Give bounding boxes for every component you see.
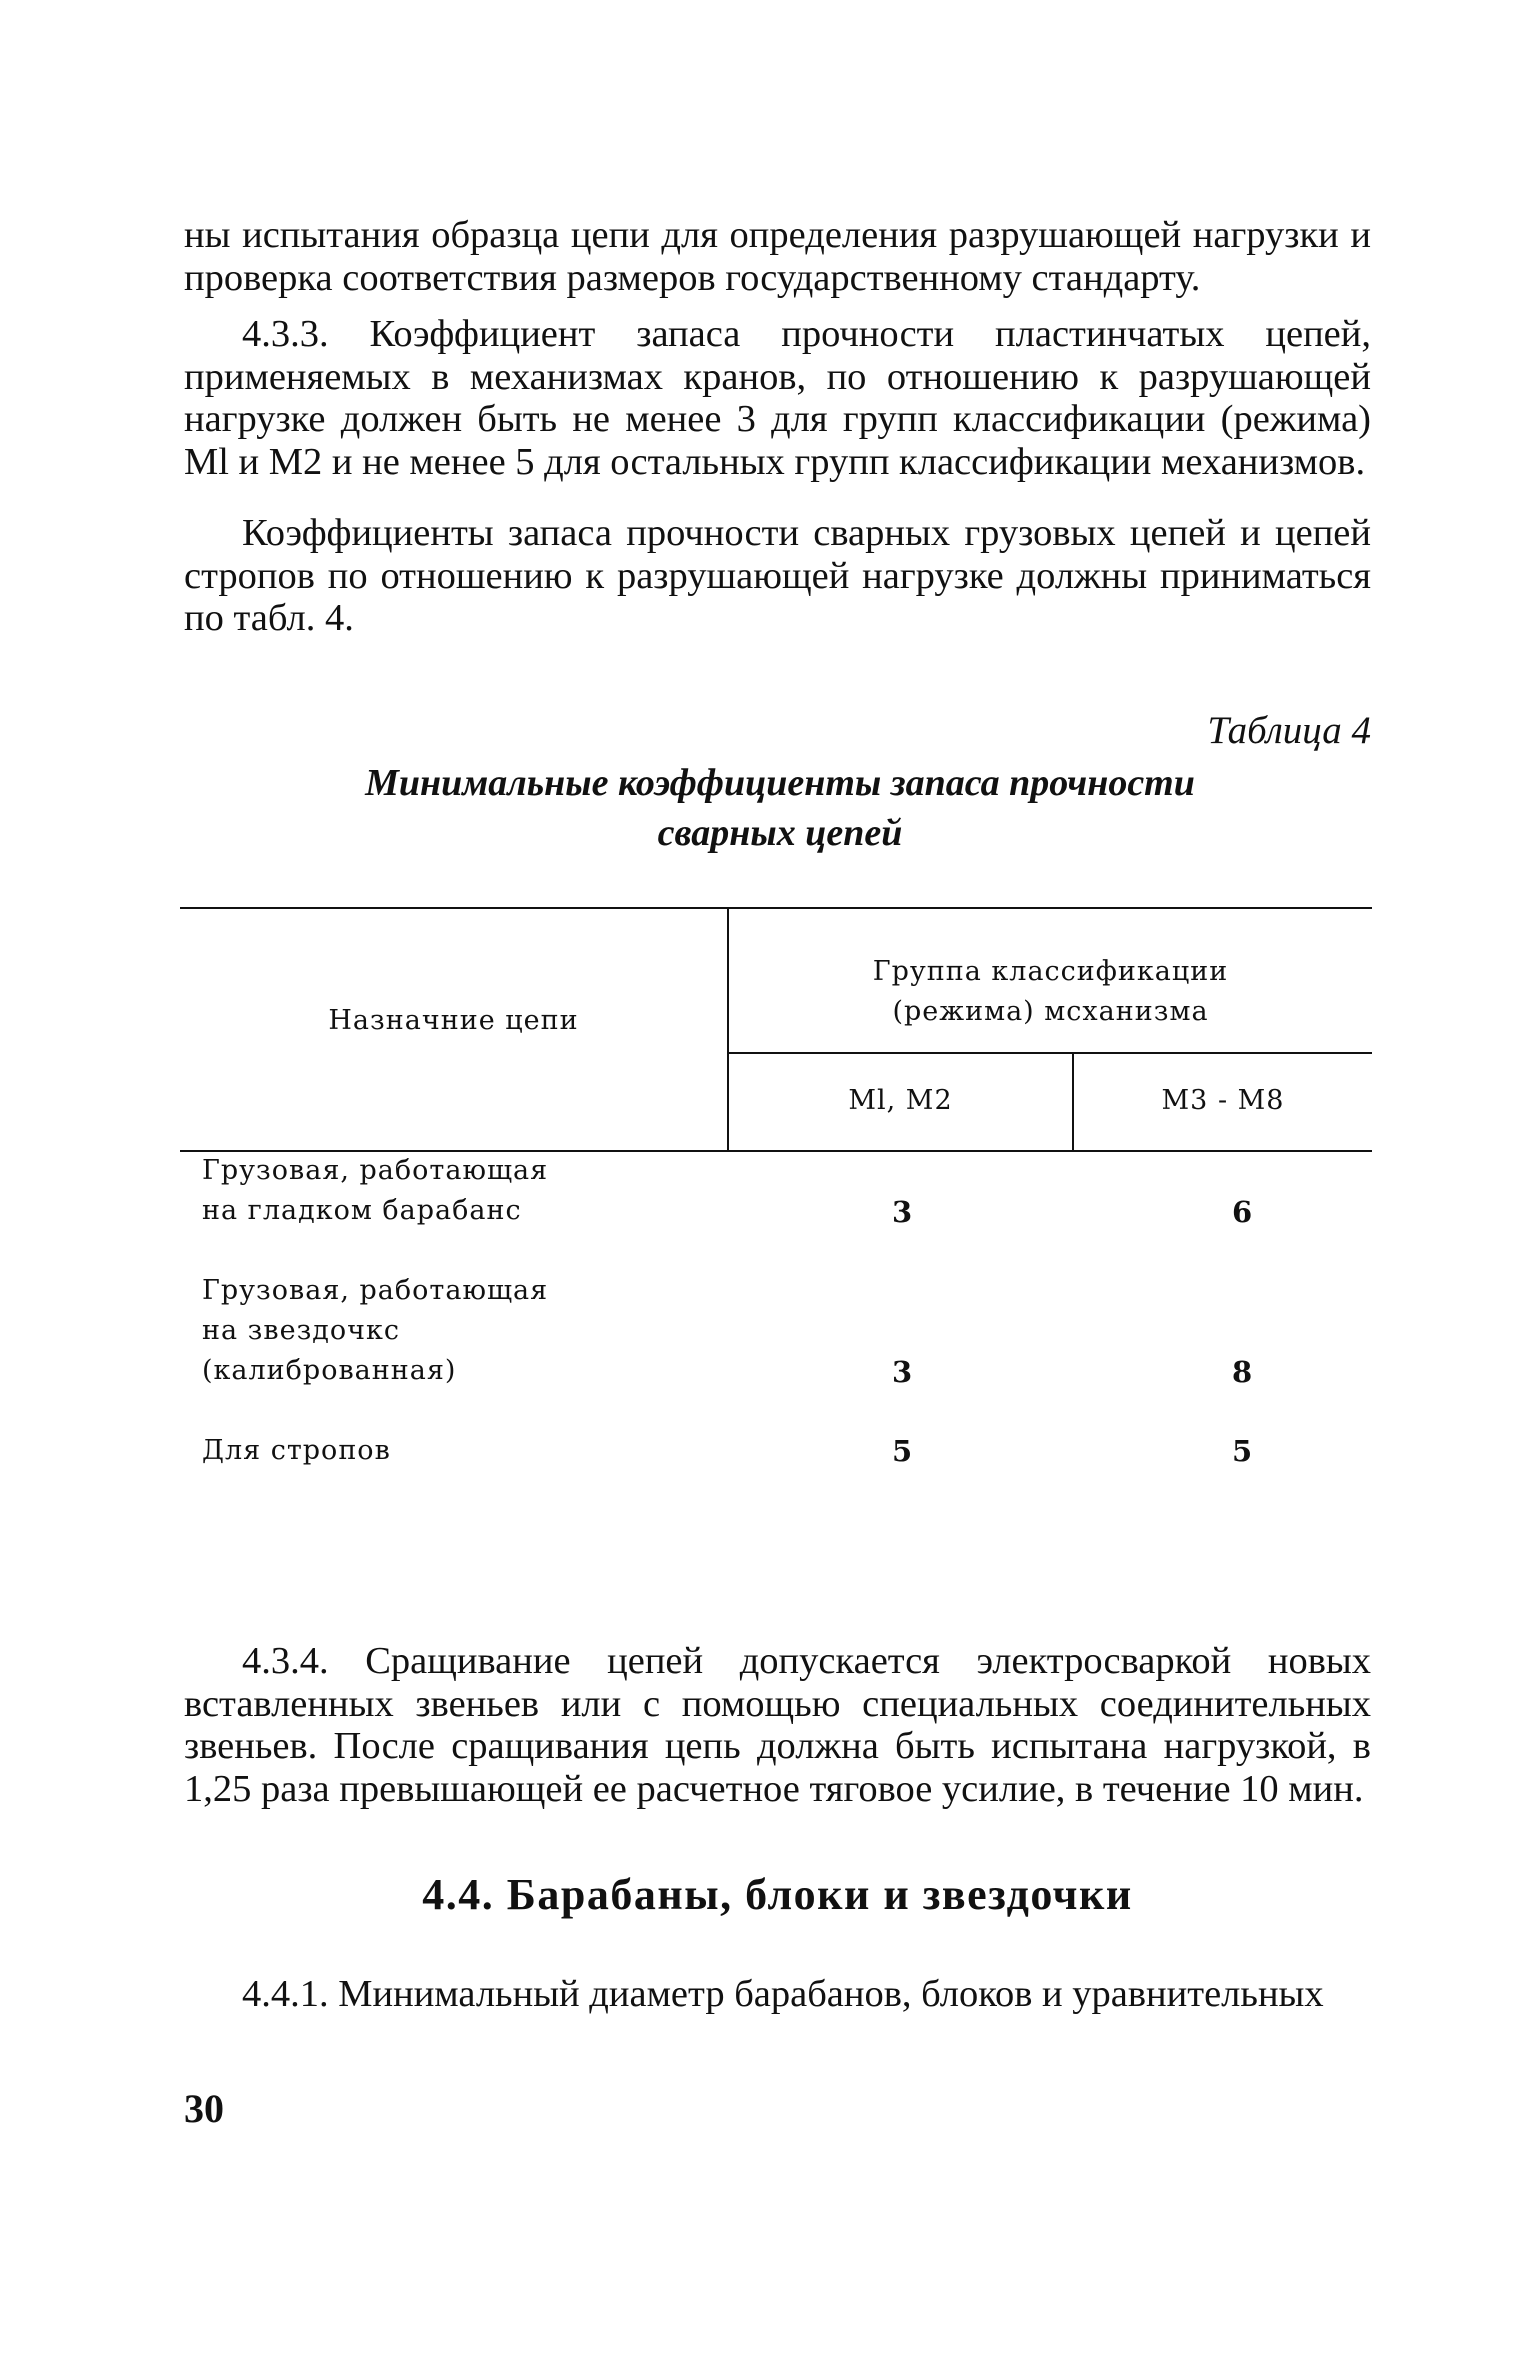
header-group [729,952,1372,1032]
table-title-line-2: сварных цепей [657,812,903,854]
row-1-name-line-1: Грузовая, работающая [202,1155,549,1186]
section-heading: 4.4. Барабаны, блоки и звездочки [422,1870,1133,1919]
table-top-rule [180,907,1372,909]
page-number: 30 [184,2086,224,2131]
header-group-line-2: (режима) мсханизма [892,996,1209,1027]
header-group-line-1: Группа классификации [872,956,1229,987]
table-row-1-name [202,1151,548,1231]
paragraph-continuation: ны испытания образца цепи для определения разрушающей нагрузки и проверка соответствия размеров государственному стандарту. [184,214,1371,299]
table-row-1-m3-m8: 6 [1232,1195,1254,1229]
paragraph-4-4-1: 4.4.1. Минимальный диаметр барабанов, блоков и уравнительных [242,1973,1324,2015]
row-2-name-line-1: Грузовая, работающая [202,1275,549,1306]
coefficients-table [180,907,1372,1507]
paragraph-4-3-3: 4.3.3. Коэффициент запаса прочности пластинчатых цепей, применяемых в механизмах кранов, по отношению к разрушающей нагрузке должен быть не менее 3 для групп классификации (режима) Ml и М2 и не менее 5 для остальных групп классификации механизмов. [184,313,1371,483]
table-subheader-rule [727,1052,1372,1054]
header-purpose: Назначние цепи [328,1005,579,1036]
table-row-2-name [202,1271,548,1391]
table-title [300,758,1260,858]
row-2-name-line-2: на звездочкс [202,1315,401,1346]
row-1-name-line-2: на гладком барабанс [202,1195,522,1226]
paragraph-4-3-4: 4.3.4. Сращивание цепей допускается электросваркой новых вставленных звеньев или с помощью специальных соединительных звеньев. После сращивания цепь должна быть испытана нагрузкой, в 1,25 раза превышающей ее расчетное тяговое усилие, в течение 10 мин. [184,1640,1371,1810]
table-row-3-name: Для стропов [202,1435,391,1466]
table-label: Таблица 4 [1207,709,1371,752]
table-row-3-m3-m8: 5 [1232,1434,1254,1468]
table-row-1-m1-m2: 3 [892,1195,914,1229]
header-m1-m2: Ml, М2 [848,1085,953,1116]
header-m3-m8: М3 - М8 [1161,1085,1285,1116]
row-2-name-line-3: (калиброванная) [202,1355,457,1386]
table-row-2-m3-m8: 8 [1232,1355,1254,1389]
paragraph-coefficients: Коэффициенты запаса прочности сварных грузовых цепей и цепей стропов по отношению к разрушающей нагрузке должны приниматься по табл. 4. [184,512,1371,639]
table-row-3-m1-m2: 5 [892,1434,914,1468]
table-row-2-m1-m2: 3 [892,1355,914,1389]
table-title-line-1: Минимальные коэффициенты запаса прочности [365,762,1195,804]
